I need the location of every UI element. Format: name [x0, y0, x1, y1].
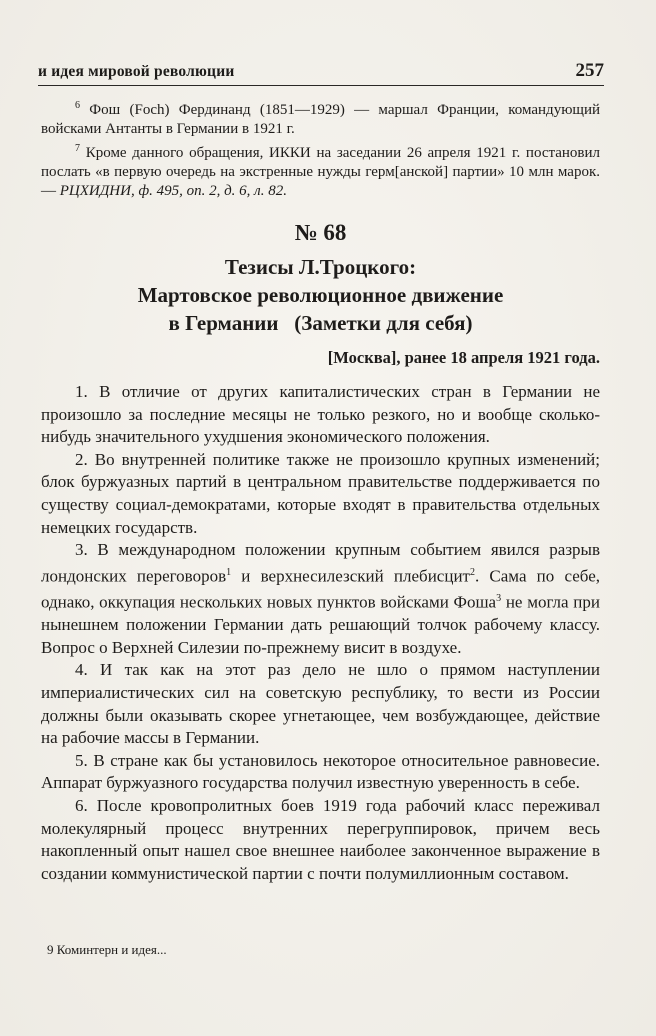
heading-line: в Германии (Заметки для себя): [168, 311, 473, 335]
paragraph-6: 6. После кровопролитных боев 1919 года рабочий класс переживал молекулярный процесс внутренних перегруппировок, причем весь накопленный опыт нашел свое внешнее наиболее законченное выражение в создании коммунистической партии с почти полумиллионным составом.: [41, 796, 600, 883]
text-run: . Сама по себе, однако, оккупация нескольких новых пунктов войсками Фоша: [41, 566, 600, 612]
paragraph-3: [41, 539, 600, 659]
note-ref: 1: [226, 566, 232, 578]
footnote-text: Кроме данного обращения, ИККИ на заседании 26 апреля 1921 г. постановил послать «в первую очередь на экстренные нужды герм[анской] партии» 10 млн марок. —: [41, 145, 600, 199]
running-head: [38, 60, 604, 86]
footnote-number: 6: [75, 100, 80, 111]
running-head-title: и идея мировой революции: [38, 63, 235, 80]
paragraph-2: 2. Во внутренней политике также не произошло крупных изменений; блок буржуазных партий в центральном правительстве поддерживается по существу социал-демократами, которые входят в правительства отдельных немецких государств.: [41, 449, 600, 537]
footnote-source: РЦХИДНИ, ф. 495, оп. 2, д. 6, л. 82.: [59, 183, 287, 199]
text-run: и верхнесилезский плебисцит: [231, 566, 470, 586]
footnote-number: 7: [75, 143, 80, 154]
heading-line: Мартовское революционное движение: [137, 283, 504, 307]
heading-line: Тезисы Л.Троцкого:: [224, 255, 417, 279]
footnote-text: Фош (Foch) Фердинанд (1851—1929) — маршал Франции, командующий войсками Антанты в Германии в 1921 г.: [41, 102, 600, 137]
page-content: [41, 96, 600, 885]
document-number: № 68: [294, 220, 347, 245]
dateline: [Москва], ранее 18 апреля 1921 года.: [327, 348, 600, 367]
footnote-7: [41, 139, 600, 201]
printer-signature: 9 Коминтерн и идея...: [47, 942, 167, 957]
paragraph-4: 4. И так как на этот раз дело не шло о прямом наступлении империалистических сил на советскую республику, то вести из России должны были оказывать скорее угнетающее, чем возбуждающее, действие на рабочие массы в Германии.: [41, 660, 600, 748]
document-heading: [41, 253, 600, 337]
paragraph-1: 1. В отличие от других капиталистических стран в Германии не произошло за последние месяцы не только резкого, но и вообще сколько-нибудь значительного ухудшения экономического положения.: [41, 382, 600, 447]
text-run: не могла при нынешнем положении Германии дать решающий толчок рабочему классу. Вопрос о Верхней Силезии по-прежнему висит в воздухе.: [41, 592, 600, 657]
paragraph-5: 5. В стране как бы установилось некоторое относительное равновесие. Аппарат буржуазного государства получил известную уверенность в себе.: [41, 750, 600, 793]
note-ref: 2: [469, 566, 475, 578]
footnote-6: [41, 96, 600, 139]
text-run: 3. В международном положении крупным событием явился разрыв лондонских переговоров: [41, 540, 600, 586]
note-ref: 3: [496, 593, 502, 604]
page-number: 257: [575, 60, 604, 81]
